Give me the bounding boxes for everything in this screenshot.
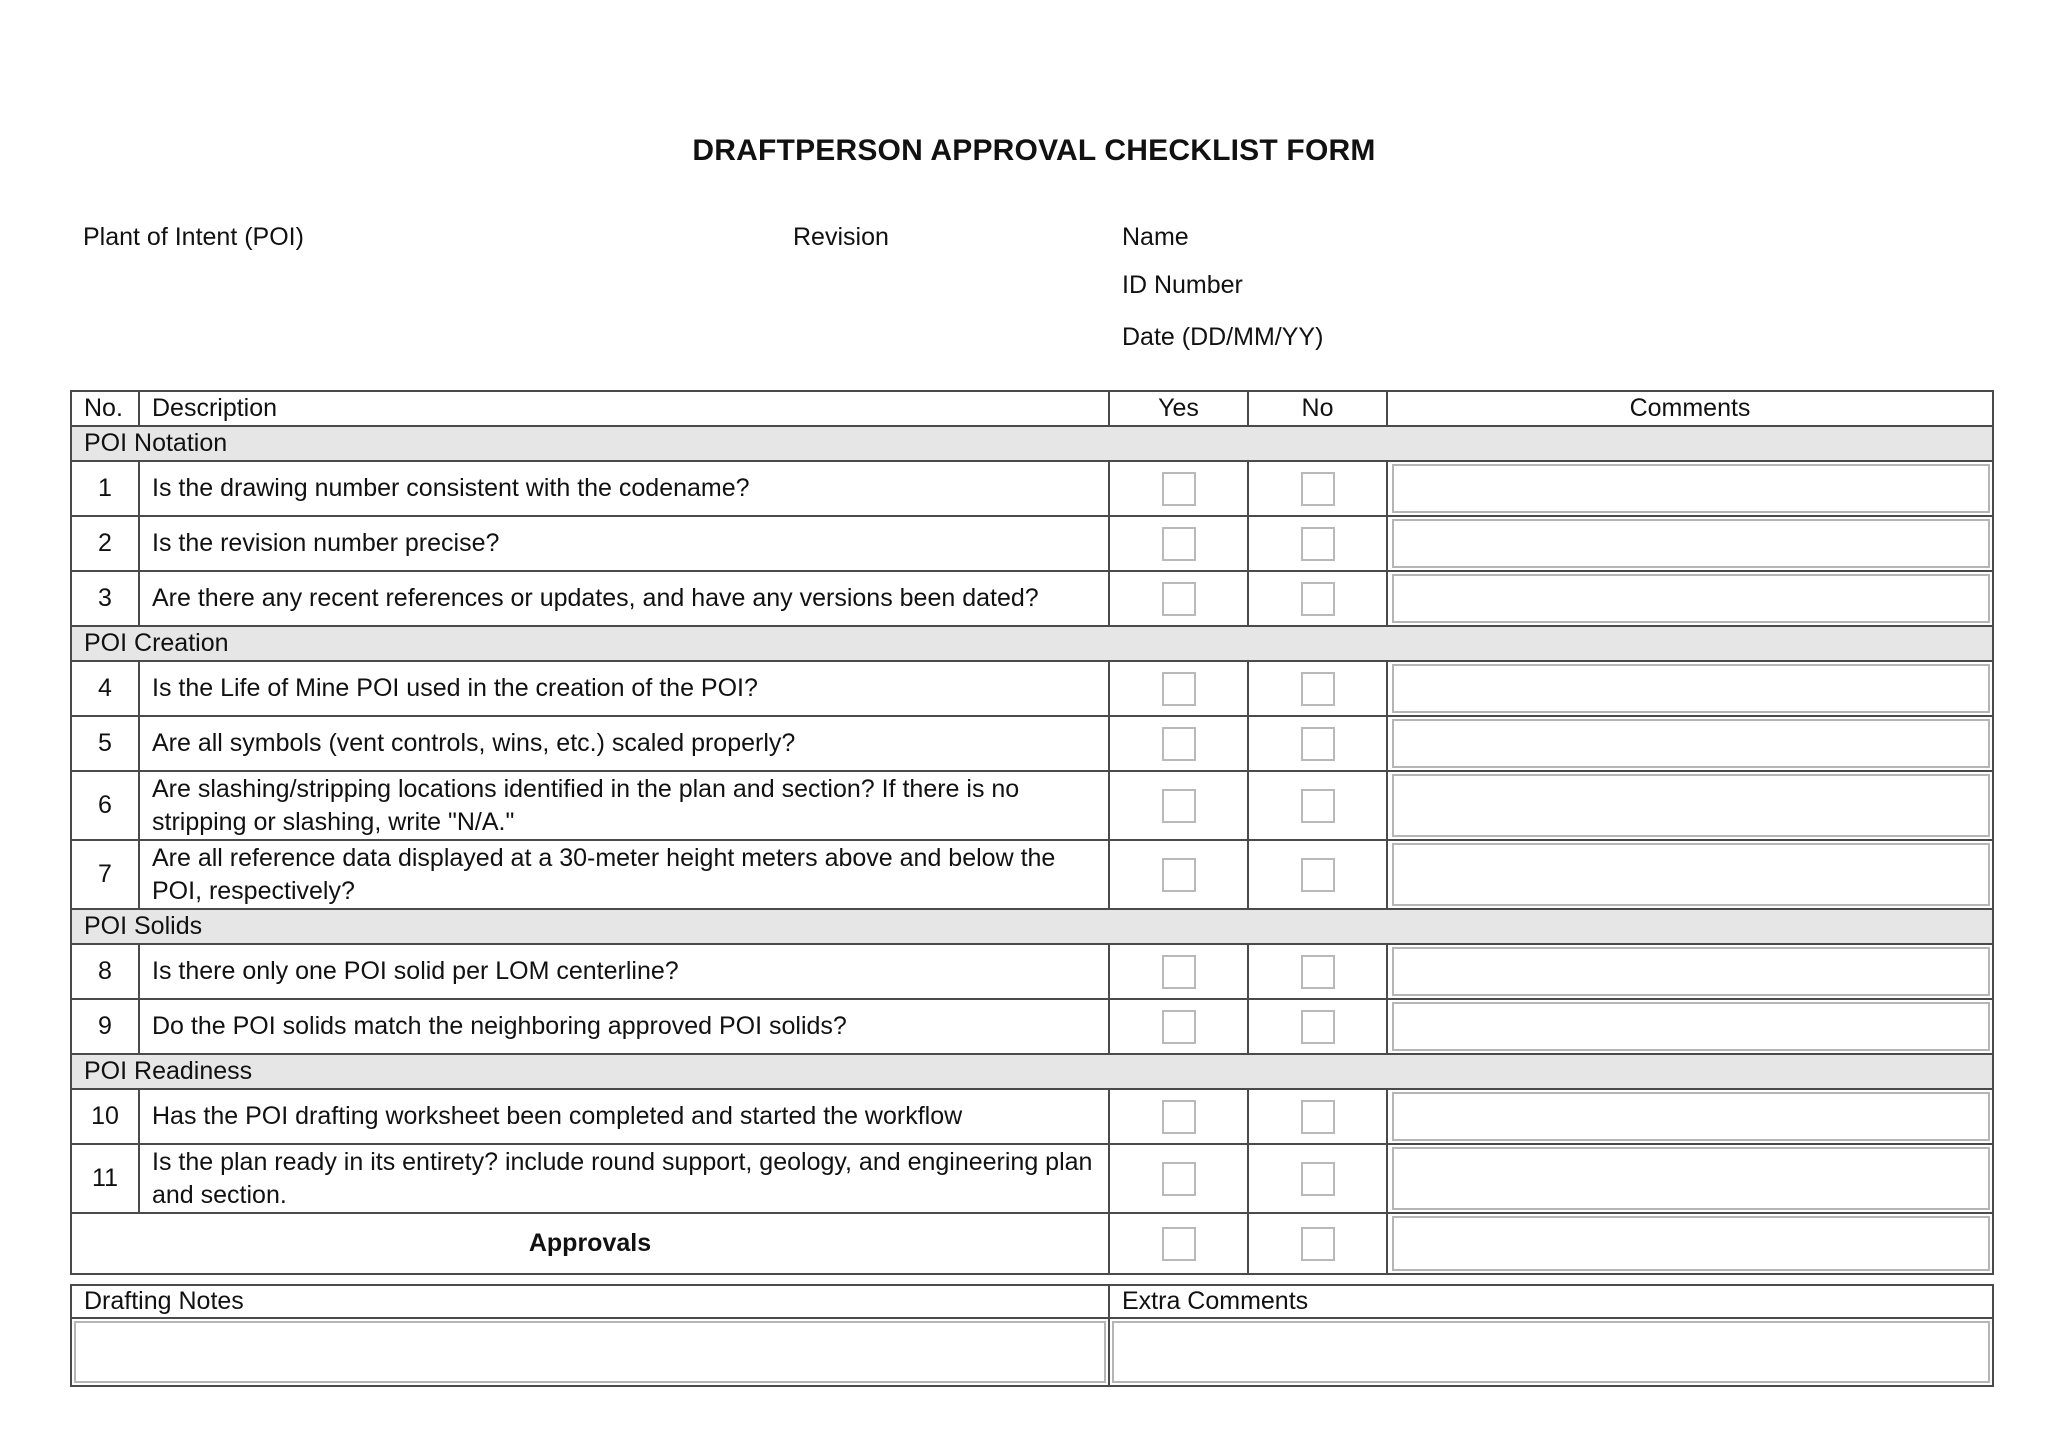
no-cell: [1248, 944, 1387, 999]
comments-cell: [1387, 1089, 1993, 1144]
no-cell: [1248, 461, 1387, 516]
approvals-no-cell: [1248, 1213, 1387, 1274]
comments-cell: [1387, 840, 1993, 909]
checklist-row: [71, 840, 1993, 909]
extra-comments-field[interactable]: [1112, 1321, 1990, 1383]
no-checkbox[interactable]: [1301, 672, 1335, 706]
notes-table: [70, 1284, 1994, 1387]
no-checkbox[interactable]: [1301, 1100, 1335, 1134]
comments-cell: [1387, 771, 1993, 840]
yes-checkbox[interactable]: [1162, 727, 1196, 761]
yes-cell: [1109, 661, 1248, 716]
approvals-comments-field[interactable]: [1392, 1216, 1990, 1271]
yes-cell: [1109, 771, 1248, 840]
item-number: 7: [71, 840, 139, 909]
no-checkbox[interactable]: [1301, 727, 1335, 761]
checklist-row: [71, 944, 1993, 999]
item-number: 1: [71, 461, 139, 516]
section-row: [71, 909, 1993, 944]
extra-comments-cell: [1109, 1318, 1993, 1386]
date-label: Date (DD/MM/YY): [1122, 323, 1324, 351]
yes-cell: [1109, 571, 1248, 626]
yes-cell: [1109, 840, 1248, 909]
name-label: Name: [1122, 223, 1189, 251]
item-description: Is the plan ready in its entirety? include round support, geology, and engineering plan and section.: [139, 1144, 1109, 1213]
comments-field[interactable]: [1392, 947, 1990, 996]
drafting-notes-cell: [71, 1318, 1109, 1386]
item-number: 10: [71, 1089, 139, 1144]
approvals-yes-checkbox[interactable]: [1162, 1227, 1196, 1261]
table-header-row: [71, 391, 1993, 426]
item-description: Is there only one POI solid per LOM centerline?: [139, 944, 1109, 999]
yes-checkbox[interactable]: [1162, 582, 1196, 616]
checklist-row: [71, 461, 1993, 516]
drafting-notes-label: Drafting Notes: [71, 1285, 1109, 1318]
checklist-row: [71, 1144, 1993, 1213]
id-number-label: ID Number: [1122, 271, 1243, 299]
no-checkbox[interactable]: [1301, 527, 1335, 561]
comments-cell: [1387, 999, 1993, 1054]
revision-label: Revision: [793, 223, 889, 251]
comments-cell: [1387, 461, 1993, 516]
extra-comments-label: Extra Comments: [1109, 1285, 1993, 1318]
item-number: 5: [71, 716, 139, 771]
comments-cell: [1387, 661, 1993, 716]
checklist-table: [70, 390, 1994, 1275]
yes-checkbox[interactable]: [1162, 789, 1196, 823]
approvals-no-checkbox[interactable]: [1301, 1227, 1335, 1261]
yes-cell: [1109, 1089, 1248, 1144]
section-row: [71, 426, 1993, 461]
comments-field[interactable]: [1392, 1092, 1990, 1141]
section-row: [71, 1054, 1993, 1089]
item-description: Do the POI solids match the neighboring approved POI solids?: [139, 999, 1109, 1054]
item-description: Are all reference data displayed at a 30-meter height meters above and below the POI, respectively?: [139, 840, 1109, 909]
section-title: POI Readiness: [71, 1054, 1993, 1089]
approvals-yes-cell: [1109, 1213, 1248, 1274]
no-checkbox[interactable]: [1301, 858, 1335, 892]
section-title: POI Notation: [71, 426, 1993, 461]
item-number: 4: [71, 661, 139, 716]
comments-field[interactable]: [1392, 574, 1990, 623]
comments-cell: [1387, 516, 1993, 571]
section-title: POI Solids: [71, 909, 1993, 944]
column-header-no-answer: No: [1248, 391, 1387, 426]
item-description: Are there any recent references or updates, and have any versions been dated?: [139, 571, 1109, 626]
no-cell: [1248, 716, 1387, 771]
item-number: 8: [71, 944, 139, 999]
yes-cell: [1109, 716, 1248, 771]
comments-field[interactable]: [1392, 519, 1990, 568]
no-checkbox[interactable]: [1301, 955, 1335, 989]
no-checkbox[interactable]: [1301, 789, 1335, 823]
checklist-row: [71, 661, 1993, 716]
no-cell: [1248, 1144, 1387, 1213]
no-cell: [1248, 1089, 1387, 1144]
item-number: 2: [71, 516, 139, 571]
item-number: 9: [71, 999, 139, 1054]
no-checkbox[interactable]: [1301, 472, 1335, 506]
comments-cell: [1387, 571, 1993, 626]
checklist-row: [71, 516, 1993, 571]
form-title: DRAFTPERSON APPROVAL CHECKLIST FORM: [692, 134, 1376, 167]
yes-checkbox[interactable]: [1162, 527, 1196, 561]
no-cell: [1248, 999, 1387, 1054]
no-cell: [1248, 771, 1387, 840]
poi-label: Plant of Intent (POI): [83, 223, 304, 251]
no-checkbox[interactable]: [1301, 582, 1335, 616]
no-checkbox[interactable]: [1301, 1010, 1335, 1044]
comments-field[interactable]: [1392, 664, 1990, 713]
no-cell: [1248, 571, 1387, 626]
yes-cell: [1109, 1144, 1248, 1213]
item-description: Has the POI drafting worksheet been completed and started the workflow: [139, 1089, 1109, 1144]
item-description: Are all symbols (vent controls, wins, etc.) scaled properly?: [139, 716, 1109, 771]
approvals-comments-cell: [1387, 1213, 1993, 1274]
column-header-description: Description: [139, 391, 1109, 426]
comments-field[interactable]: [1392, 1002, 1990, 1051]
approvals-row: [71, 1213, 1993, 1274]
comments-field[interactable]: [1392, 774, 1990, 837]
yes-checkbox[interactable]: [1162, 1100, 1196, 1134]
yes-checkbox[interactable]: [1162, 1162, 1196, 1196]
comments-field[interactable]: [1392, 719, 1990, 768]
yes-checkbox[interactable]: [1162, 955, 1196, 989]
yes-checkbox[interactable]: [1162, 1010, 1196, 1044]
comments-cell: [1387, 1144, 1993, 1213]
checklist-row: [71, 1089, 1993, 1144]
comments-field[interactable]: [1392, 464, 1990, 513]
column-header-comments: Comments: [1387, 391, 1993, 426]
comments-field[interactable]: [1392, 843, 1990, 906]
comments-cell: [1387, 944, 1993, 999]
no-cell: [1248, 840, 1387, 909]
yes-cell: [1109, 461, 1248, 516]
yes-checkbox[interactable]: [1162, 858, 1196, 892]
item-description: Is the Life of Mine POI used in the creation of the POI?: [139, 661, 1109, 716]
item-description: Is the revision number precise?: [139, 516, 1109, 571]
item-number: 6: [71, 771, 139, 840]
checklist-row: [71, 571, 1993, 626]
item-description: Is the drawing number consistent with the codename?: [139, 461, 1109, 516]
checklist-row: [71, 999, 1993, 1054]
drafting-notes-field[interactable]: [74, 1321, 1106, 1383]
yes-checkbox[interactable]: [1162, 472, 1196, 506]
yes-cell: [1109, 999, 1248, 1054]
no-cell: [1248, 516, 1387, 571]
approvals-label: Approvals: [71, 1213, 1109, 1274]
yes-cell: [1109, 944, 1248, 999]
comments-field[interactable]: [1392, 1147, 1990, 1210]
no-cell: [1248, 661, 1387, 716]
column-header-yes: Yes: [1109, 391, 1248, 426]
yes-checkbox[interactable]: [1162, 672, 1196, 706]
item-number: 3: [71, 571, 139, 626]
comments-cell: [1387, 716, 1993, 771]
checklist-row: [71, 771, 1993, 840]
checklist-row: [71, 716, 1993, 771]
item-number: 11: [71, 1144, 139, 1213]
section-title: POI Creation: [71, 626, 1993, 661]
column-header-no: No.: [71, 391, 139, 426]
yes-cell: [1109, 516, 1248, 571]
no-checkbox[interactable]: [1301, 1162, 1335, 1196]
section-row: [71, 626, 1993, 661]
item-description: Are slashing/stripping locations identified in the plan and section? If there is no stripping or slashing, write "N/A.": [139, 771, 1109, 840]
